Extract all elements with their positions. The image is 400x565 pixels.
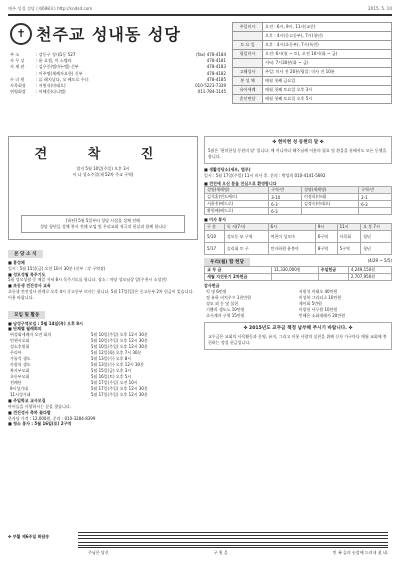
section-title-finance: 우리(월) 함 헌당	[204, 258, 250, 266]
psalm-lyrics: 주님은 당신 구 원 을 민 족 들의 눈앞에 드러내 셨 네.	[88, 550, 388, 555]
info-row: 사 제 관 : 김우중(엘마누엘) 신부 478-4183	[10, 64, 226, 70]
meetings-table: 여성회세례자 오전 회의 5월 10일(주일) 오후 12시 30분 빈첸시오회 5월 10일(주일) 오후 12시 30분 성소후원회 5월 10일(주일) 오후 12시 30분 꾸리아 5월 12일(화) 오후 7시 30분 가톨릭 생도 5월 13일(수) 오후 8시 사랑의 생도 5월 13일(수) 오후 12시 30분 복사부모회 5월 15일(금) 오후 3시 초등부모회 5월 16일(토) 오후 5시 전례단 5월 17일(주일) 오전 10시 9시성가대 5월 17일(주일) 오후 12시 30분 11시성가대 5월 17일(주일) 오후 12시 30분	[10, 332, 148, 398]
groups-list: ■ 남성구역모임 : 5월 14일(목) 오후 8시 ■ 단체별 월례회의 여성회세례자 오전 회의 5월 10일(주일) 오후 12시 30분 빈첸시오회 5월 10일(주일) 오후 12시 30분 성소후원회 5월 10일(주일) 오후 12시 30분 꾸리아 5월 12일(화) 오후 7시 30분 가톨릭 생도 5월 13일(수) 오후 8시 사랑의 생도 5월 13일(수) 오후 12시 30분 복사부모회 5월 15일(금) 오후 3시 초등부모회 5월 16일(토) 오후 5시 전례단 5월 17일(주일) 오전 10시 9시성가대 5월 17일(주일) 오후 12시 30분 11시성가대 5월 17일(주일) 오후 12시 30분 ■ 주일학교 교사모집 아이들을 사랑하시는 분을 찾습니다. ■ 견진성사 축하 꽃다발 한자당 가격 : 12,000원, 문의 : 010-3284-8399 ■ 청소 봉사 : 5월 16일(토) 2구역	[8, 321, 198, 428]
top-bar	[8, 6, 392, 12]
mass-schedule-table: 주일미사 오전 : 6시, 9시, 11시(교중) 오후 : 4시(중고등부), 7시(청년) 토 요 일 오후 : 4시(초등부), 7시(특전) 평일미사 오전: 6시(월 ~ 토), 오전 10시(화 ~ 금) 저녁: 7시30분(화 ~ 금) 고해성사 주일: 미사 전 20분/평일: 미사 전 10분 봉 성 체 매월 첫째 금요일 유아세례 매월 첫째 토요일 오후 3시 혼인면담 매월 첫째 토요일 오후 5시	[232, 22, 392, 104]
thanks-table: 익 명 6번원 서원석 마태오 40만원 정 유하 비치우프 1천만원 이성복 그라티스 10만원 성모 외 동 및 물헌 제이회 5만원 기쁨의 생도노 10만원 이광헌 사무원 10만원 초시계자 구역 15만원 민해은 소화데레사 20만원	[206, 288, 346, 318]
section-title-news: 본 당 소 식	[8, 250, 43, 258]
psalm-music	[8, 528, 392, 560]
masthead	[8, 14, 392, 132]
verse-line: 엄지 5월 10일(주일) 오후 3시	[76, 166, 130, 171]
info-row: 연령회장 : 이해웅(다니엘) 011-784-1145	[10, 89, 226, 95]
cross-logo-icon: ✝	[10, 23, 32, 45]
verse-line: 이 나 성소주일(제 52차 주교 구역)	[72, 172, 134, 177]
church-name: 천주교 성내동 성당	[36, 25, 181, 44]
verse-box	[8, 136, 198, 240]
info-row: 수 녀 원 : 류 레지날다, 오 베드로 수녀 478-4185	[10, 76, 226, 82]
info-row: 사 무 실 : 윤 요셉, 이 스텔라 478-4181	[10, 58, 226, 64]
baptism-table: 성명(세례명) 구역-반 성명(세례명) 구역-반 김석훈(빈도베르) 3-10 이정희(마태) 2-1 서윤홍(베드로) 6-3 김정숙(마태오) 6-3 황원배(베드로) 6-3	[204, 186, 392, 215]
news-list: ■ 봉성체 일시 : 5월 15일(금) 오전 10시 30분 (신부 : 각 구역장) ■ 성모성월 묵주기도 5월 성모성월 중 매일 저녁 8시 묵주기도를 합니다. 장소 : 마당 성모님상 앞(우천시 소성전) ■ 초등생 견진성사 교육 초등생 견진성사 관계로 오후 4시 중고등부 미사는 합니다. 5월 17일(일)은 중고등부 2차 헌금이 있습니다. 이용 바랍니다.	[8, 260, 194, 300]
issue-date: 2015. 5. 10	[368, 6, 392, 11]
psalm-title: ✤ 부활 제6주일 화답송	[8, 534, 50, 539]
issue-info: 매주 성경 성당 (제698호) http://sndsd.com	[8, 6, 93, 11]
info-row: 주 소 : 강동구 성내1동 527 (fax) 478-4184	[10, 52, 226, 57]
right-column: ✤ 현미현 성 동현의 달 ✤ 5월은 '현미한성 동현의 달' 입니다. 매 끼니마다 해주님께 이웃의 필요 및 환을을 통해서도 모든 동행을 합니다. ■ 생활성당소(세우, 법무) 일시 : 5월 17일(주일) 11시 미사 후. 문의 : 박성희 010-4141-5692 ■ 견진에 오신 분을 진심으로 환영합니다 성명(세례명) 구역-반 성명(세례명) 구역-반 김석훈(빈도베르) 3-10 이정희(마태) 2-1 서윤홍(베드로) 6-3 김정숙(마태오) 6-3 황원배(베드로) 6-3 ■ 미사 봉사 구 분 독 서(7시) 6시 9시 11시 오 후 7시 5/10 성모동 보 구역 여천이 성모마 6구역 사목회 청년 5/17 승리회 토 구 민자하원 윤봉마 8구역 5구역 청년 우리(월) 함 헌당 (4/29 ~ 5/5) 교 무 금 11,330,000원 주일헌금 4,249,150원 세월 지진동기 2차헌금 2,707,950원 감사헌금 익 명 6번원 서원석 마태오 40만원 정 유하 비치우프 1천만원 이성복 그라티스 10만원 성모 외 동 및 물헌 제이회 5만원 기쁨의 생도노 10만원 이광헌 사무원 10만원 초시계자 구역 15만원 민해은 소화데레사 20만원 ✤ 2015년도 교무금 책정 납부해 주시기 바랍니다. ✤ 교무금은 교회의 사목활동과 운영, 유지, 그리고 이웃 사랑의 실천을 위해 신자 가구마다 매월 교회에 봉헌하는 정성 헌금입니다.	[204, 136, 392, 350]
music-staff	[78, 532, 388, 548]
info-row: 사목회장 : 서원식(마태오) 010-5223-7339	[10, 83, 226, 89]
notice-callout: ✤ 현미현 성 동현의 달 ✤ 5월은 '현미한성 동현의 달' 입니다. 매 끼니마다 해주님께 이웃의 필요 및 환을을 통해서도 모든 동행을 합니다.	[204, 136, 392, 164]
info-row: : 이주명(세례자요한) 신부 478-4182	[36, 70, 226, 76]
left-column	[8, 136, 198, 427]
verse-title: 견 착 진	[34, 147, 172, 162]
finance-table: 교 무 금 11,330,000원 주일헌금 4,249,150원 세월 지진동기 2차헌금 2,707,950원	[204, 266, 392, 281]
logo-row	[10, 22, 181, 45]
section-title-groups: 모임 및 활동	[8, 311, 45, 319]
verse-inner-box: [하단] 5월 5일부터 성당 시설물 성체 전례 성당 청년들 성체 봉사 전례 모임 및 우리교회 적극적 헌실과 함께 합니다	[21, 215, 185, 233]
tithe-callout: ✤ 2015년도 교무금 책정 납부해 주시기 바랍니다. ✤ 교무금은 교회의 사목활동과 운영, 유지, 그리고 이웃 사랑의 실천을 위해 신자 가구마다 매월 교회에 봉헌하는 정성 헌금입니다.	[204, 322, 392, 350]
contact-info	[10, 52, 226, 95]
mass-service-table: 구 분 독 서(7시) 6시 9시 11시 오 후 7시 5/10 성모동 보 구역 여천이 성모마 6구역 사목회 청년 5/17 승리회 토 구 민자하원 윤봉마 8구역 5구역 청년	[204, 223, 392, 255]
